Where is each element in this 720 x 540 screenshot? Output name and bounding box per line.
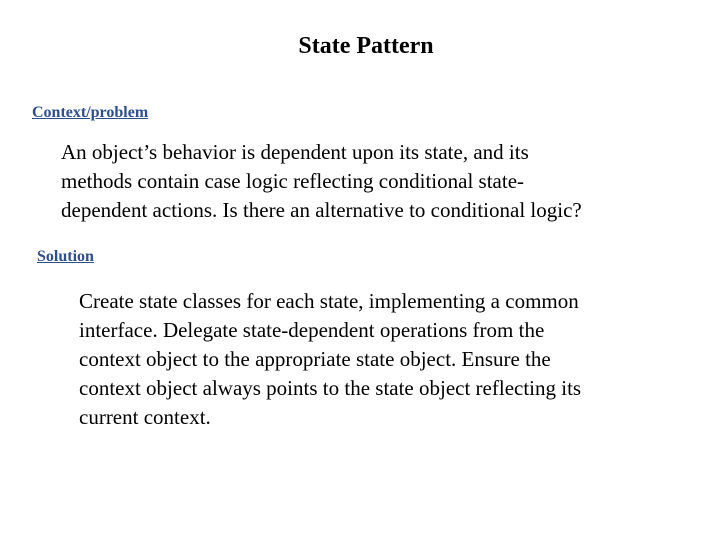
- page-title: State Pattern: [298, 33, 434, 59]
- solution-line: context object to the appropriate state object. Ensure the: [79, 347, 551, 371]
- context-line: dependent actions. Is there an alternative to conditional logic?: [61, 198, 582, 222]
- solution-line: interface. Delegate state-dependent operations from the: [79, 318, 545, 342]
- context-problem-text: [61, 138, 582, 225]
- context-line: methods contain case logic reflecting conditional state-: [61, 169, 525, 193]
- context-problem-heading: Context/problem: [32, 104, 149, 121]
- context-line: An object’s behavior is dependent upon its state, and its: [61, 140, 529, 164]
- solution-line: Create state classes for each state, implementing a common: [79, 289, 579, 313]
- solution-line: current context.: [79, 405, 211, 429]
- solution-text: [79, 287, 581, 432]
- solution-heading: Solution: [37, 248, 94, 265]
- solution-line: context object always points to the state object reflecting its: [79, 376, 582, 400]
